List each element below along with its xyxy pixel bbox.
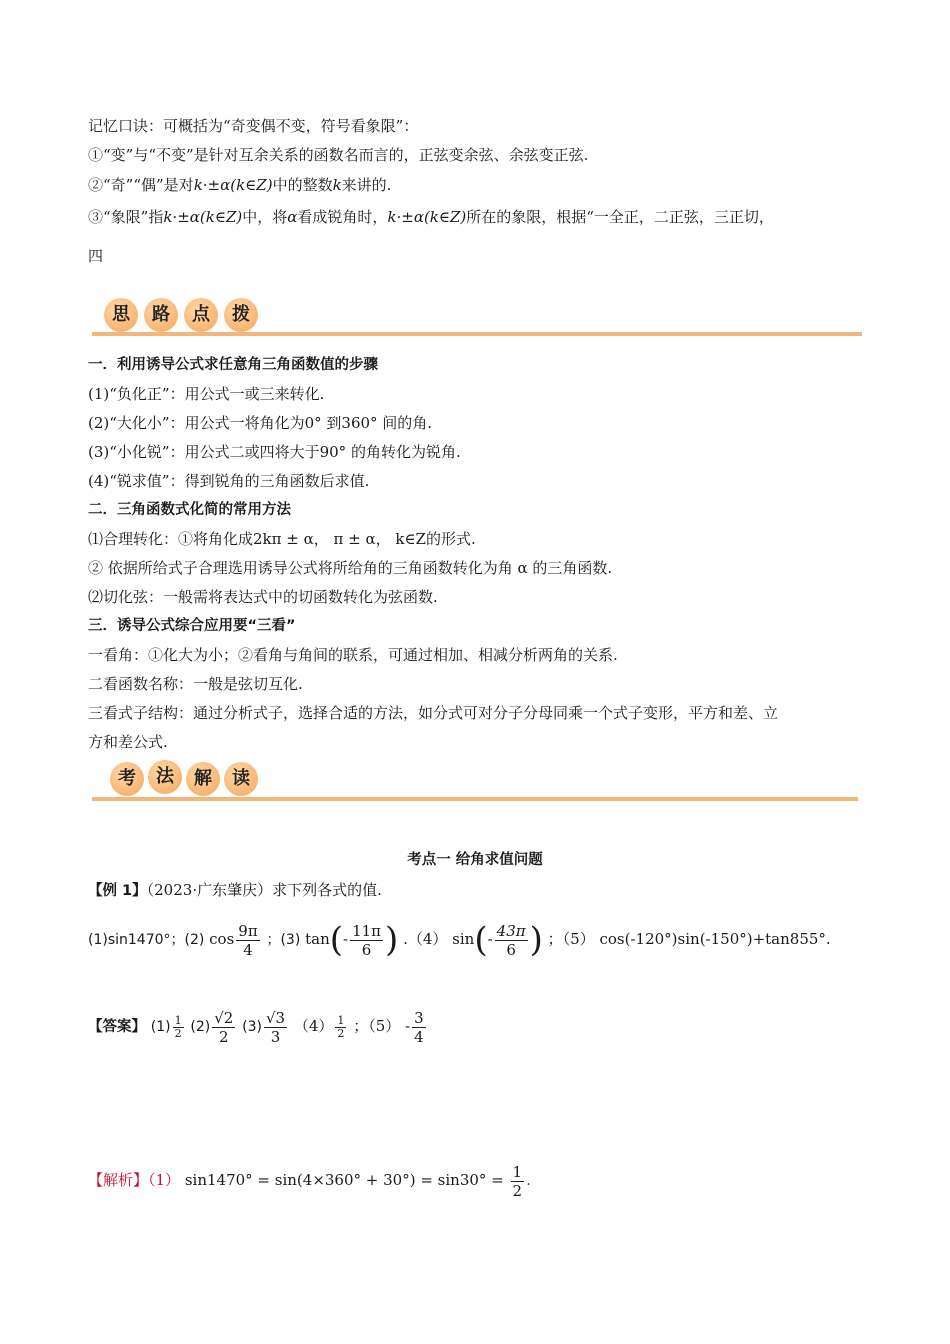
banner-char: 思: [104, 298, 138, 332]
intro-line-4: ③“象限”指k·±α(k∈Z)中，将α看成锐角时，k·±α(k∈Z)所在的象限，根据“一全正，二正弦，三正切，: [88, 208, 774, 226]
banner-rule: [92, 797, 858, 801]
look-3: 三看式子结构：通过分析式子，选择合适的方法，如分式可对分子分母同乘一个式子变形，平方和差、立: [88, 704, 779, 722]
fraction: $\frac{1}{2}$: [512, 1162, 523, 1200]
step-1: (1)“负化正”：用公式一或三来转化.: [88, 385, 325, 403]
intro-line-1: 记忆口诀：可概括为“奇变偶不变，符号看象限”：: [88, 117, 419, 135]
banner-char: 点: [184, 298, 218, 332]
analysis-line: 【解析】（1） sin1470° = sin(4×360° + 30°) = sin30° = $\frac{1}{2}$ .: [88, 1162, 531, 1200]
step-2: (2)“大化小”：用公式一将角化为0° 到360° 间的角.: [88, 414, 433, 432]
heading-three-looks: 三．诱导公式综合应用要“三看”: [88, 618, 296, 634]
banner-char: 拨: [224, 298, 258, 332]
answer-line: 【答案】 (1) $\frac{1}{2}$ (2) $\frac{√2}{2}$ (3) $\frac{√3}{3}$ （4） $\frac{1}{2}$ ；（5） - $\frac{3}{4}$: [88, 1008, 424, 1046]
fraction: $\frac{√2}{2}$: [214, 1008, 234, 1046]
banner-char: 法: [148, 760, 182, 794]
heading-methods: 二．三角函数式化简的常用方法: [88, 502, 291, 518]
method-1: ⑴合理转化：①将角化成2kπ ± α， π ± α， k∈Z的形式.: [88, 530, 476, 548]
fraction: $\frac{1}{2}$: [337, 1013, 345, 1040]
look-3-cont: 方和差公式.: [88, 733, 168, 751]
banner-char: 读: [224, 762, 258, 796]
intro-line-2: ①“变”与“不变”是针对互余关系的函数名而言的，正弦变余弦、余弦变正弦.: [88, 146, 589, 164]
fraction: $\frac{9\pi}{4}$: [238, 921, 258, 959]
banner-char: 考: [110, 762, 144, 796]
fraction: $\frac{1}{2}$: [174, 1013, 182, 1040]
intro-line-3: ②“奇”“偶”是对k·±α(k∈Z)中的整数k来讲的.: [88, 176, 392, 194]
banner-rule: [92, 332, 862, 336]
heading-steps: 一．利用诱导公式求任意角三角函数值的步骤: [88, 357, 378, 373]
look-2: 二看函数名称：一般是弦切互化.: [88, 675, 303, 693]
intro-line-5: 四: [88, 247, 104, 265]
step-3: (3)“小化锐”：用公式二或四将大于90° 的角转化为锐角.: [88, 443, 461, 461]
fraction: $\frac{3}{4}$: [414, 1008, 424, 1046]
method-2: ② 依据所给式子合理选用诱导公式将所给角的三角函数转化为角 α 的三角函数.: [88, 559, 613, 577]
banner-char: 解: [186, 762, 220, 796]
method-3: ⑵切化弦：一般需将表达式中的切函数转化为弦函数.: [88, 588, 438, 606]
look-1: 一看角：①化大为小；②看角与角间的联系，可通过相加、相减分析两角的关系.: [88, 646, 618, 664]
exam-point-title: 考点一 给角求值问题: [407, 852, 543, 868]
fraction: $\frac{11\pi}{6}$: [352, 921, 382, 959]
example-1: 【例 1】（2023·广东肇庆）求下列各式的值.: [88, 881, 382, 899]
example-questions: (1)sin1470°；(2) cos $\frac{9\pi}{4}$ ；(3) tan(- $\frac{11\pi}{6}$ ) .（4） sin(- $\frac{43\pi}{6}$ ) ；（5） cos(-120°)sin(-150°)+tan855°.: [88, 920, 831, 960]
banner-char: 路: [144, 298, 178, 332]
fraction: $\frac{√3}{3}$: [265, 1008, 286, 1046]
step-4: (4)“锐求值”：得到锐角的三角函数后求值.: [88, 472, 370, 490]
fraction: $\frac{43\pi}{6}$: [496, 921, 526, 959]
